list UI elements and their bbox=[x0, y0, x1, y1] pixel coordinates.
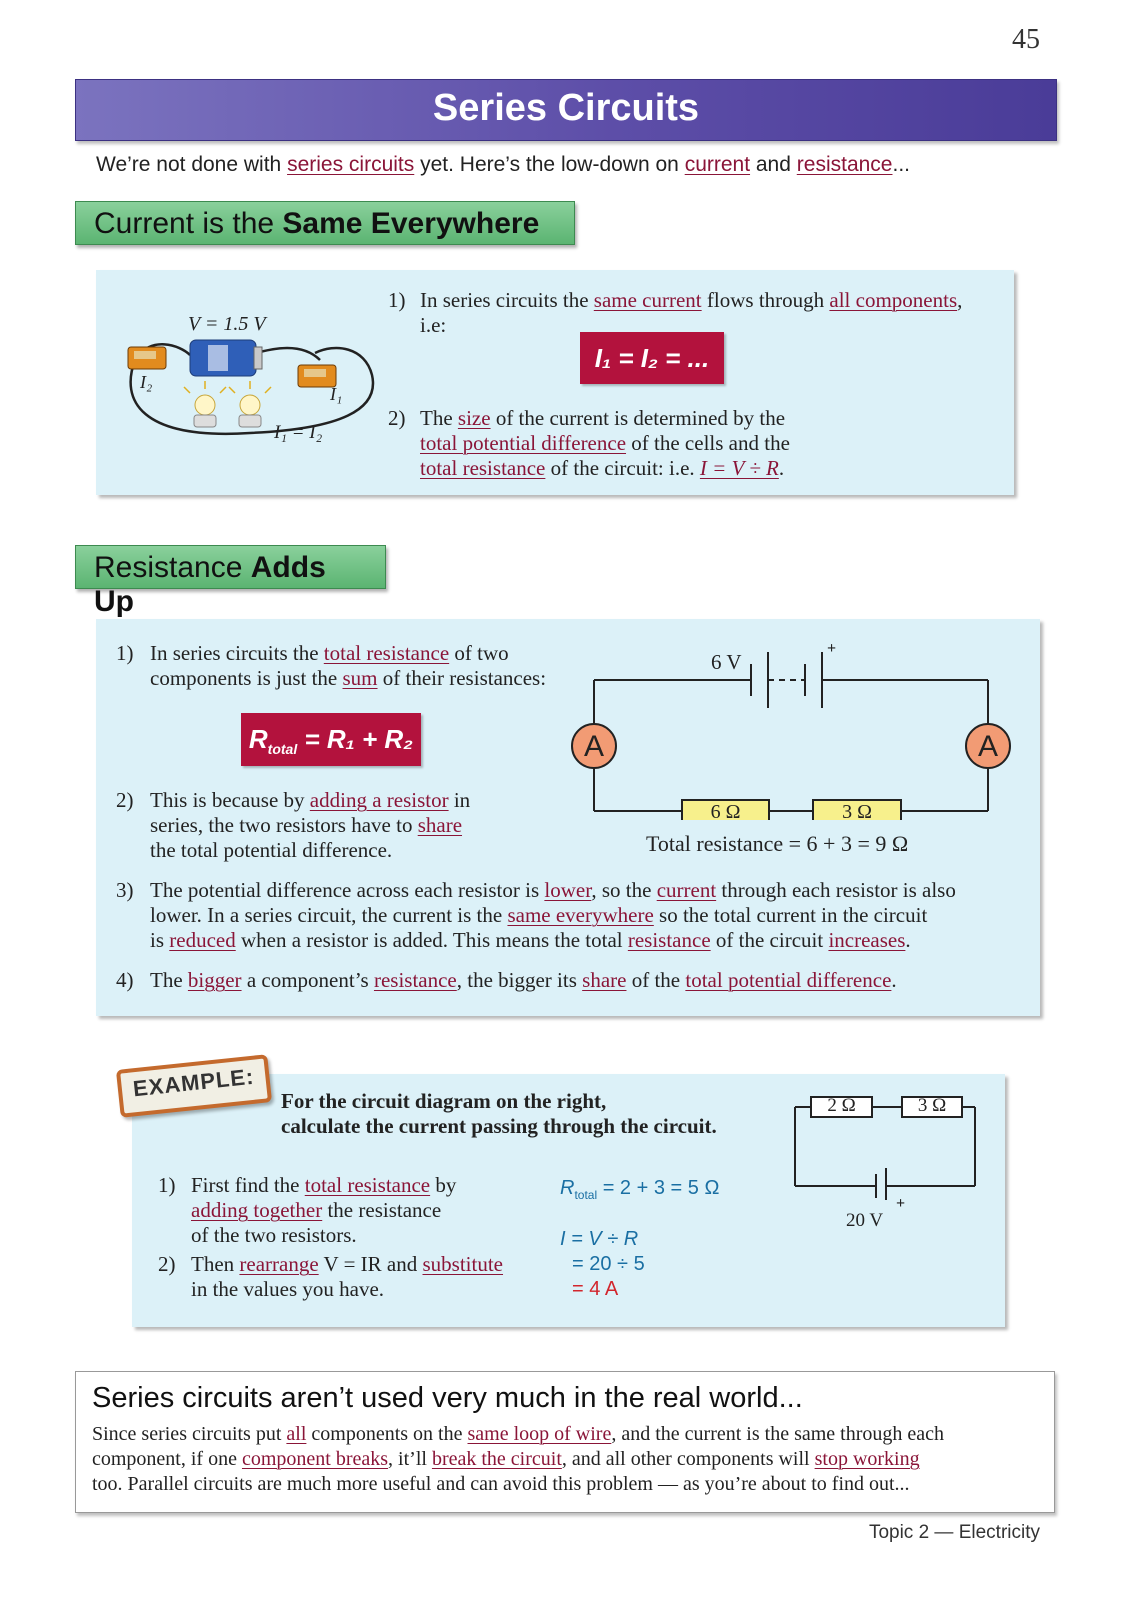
working-substitute: = 20 ÷ 5 bbox=[572, 1253, 645, 1275]
current-point-2: 2) The size of the current is determined by the total potential difference of the cells and the total resistance of the circuit: i.e. I = V ÷ R. bbox=[388, 406, 790, 480]
page-title: Series Circuits bbox=[432, 87, 700, 129]
current-formula: I₁ = I₂ = ... bbox=[580, 332, 724, 384]
section-heading-resistance: Resistance Adds Up bbox=[75, 545, 386, 589]
resistance-point-4: 4) The bigger a component’s resistance, the bigger its share of the total potential difference. bbox=[116, 968, 897, 992]
resistance-formula: $R_{total} = R_1 + R_2$ bbox=[241, 713, 421, 766]
page-number: 45 bbox=[1012, 24, 1040, 55]
working-answer: = 4 A bbox=[572, 1278, 619, 1300]
example-step-1: 1) First find the total resistance by adding together the resistance of the two resistors. bbox=[158, 1173, 457, 1247]
title-banner bbox=[75, 79, 1057, 141]
example-plus-label: + bbox=[896, 1195, 906, 1212]
link-series-circuits: series circuits bbox=[287, 153, 415, 176]
circuit-voltage-label: 6 V bbox=[711, 650, 742, 674]
section-heading-current: Current is the Same Everywhere bbox=[75, 201, 575, 245]
diagram-voltage-label: V = 1.5 V bbox=[188, 313, 266, 335]
total-resistance-label: Total resistance = 6 + 3 = 9 Ω bbox=[646, 831, 909, 856]
example-resistor-2-label: 2 Ω bbox=[827, 1095, 856, 1116]
resistance-point-2: 2) This is because by adding a resistor in series, the two resistors have to share the total potential difference. bbox=[116, 788, 471, 862]
example-voltage-label: 20 V bbox=[846, 1210, 884, 1231]
diagram-i2-label: I₂ bbox=[140, 372, 153, 392]
footer-topic: Topic 2 — Electricity bbox=[868, 1522, 1040, 1543]
series-resistor-circuit bbox=[565, 640, 1020, 820]
resistor-6-label: 6 Ω bbox=[710, 801, 741, 823]
example-step-2: 2) Then rearrange V = IR and substitute in the values you have. bbox=[158, 1252, 504, 1301]
working-total-resistance: $R_{total} = 2 + 3 = 5$ Ω bbox=[560, 1177, 720, 1202]
current-point-1: 1) In series circuits the same current flows through all components, i.e: bbox=[388, 288, 963, 337]
diagram-equal-label: I₁ = I₂ bbox=[274, 422, 323, 443]
example-question: For the circuit diagram on the right, calculate the current passing through the circuit. bbox=[281, 1089, 717, 1138]
summary-heading: Series circuits aren’t used very much in the real world... bbox=[92, 1382, 803, 1414]
example-resistor-3-label: 3 Ω bbox=[917, 1095, 947, 1116]
ammeter-left-label: A bbox=[583, 730, 604, 763]
circuit-plus-label: + bbox=[827, 640, 837, 657]
intro-text: We’re not done with series circuits yet. Here’s the low-down on current and resistance... bbox=[96, 153, 910, 176]
resistance-point-1: 1) In series circuits the total resistance of two components is just the sum of their resistances: bbox=[116, 641, 547, 690]
ammeter-right-label: A bbox=[977, 730, 998, 763]
summary-box bbox=[75, 1371, 1055, 1513]
example-badge: EXAMPLE: bbox=[116, 1054, 272, 1118]
summary-text: Since series circuits put all components on the same loop of wire, and the current is the same through each component, if one component breaks, it’ll break the circuit, and all other components will stop working too. Parallel circuits are much more useful and can avoid this problem — as you’re about to find out... bbox=[92, 1423, 945, 1495]
working-ohms-law: I = V ÷ R bbox=[560, 1228, 639, 1250]
resistor-3-label: 3 Ω bbox=[842, 801, 872, 823]
resistance-point-3: 3) The potential difference across each resistor is lower, so the current through each resistor is also lower. In a series circuit, the current is the same everywhere so the total current in the circuit is reduced when a resistor is added. This means the total resistance of the circuit increases. bbox=[116, 878, 956, 952]
diagram-i1-label: I₁ bbox=[330, 384, 343, 404]
